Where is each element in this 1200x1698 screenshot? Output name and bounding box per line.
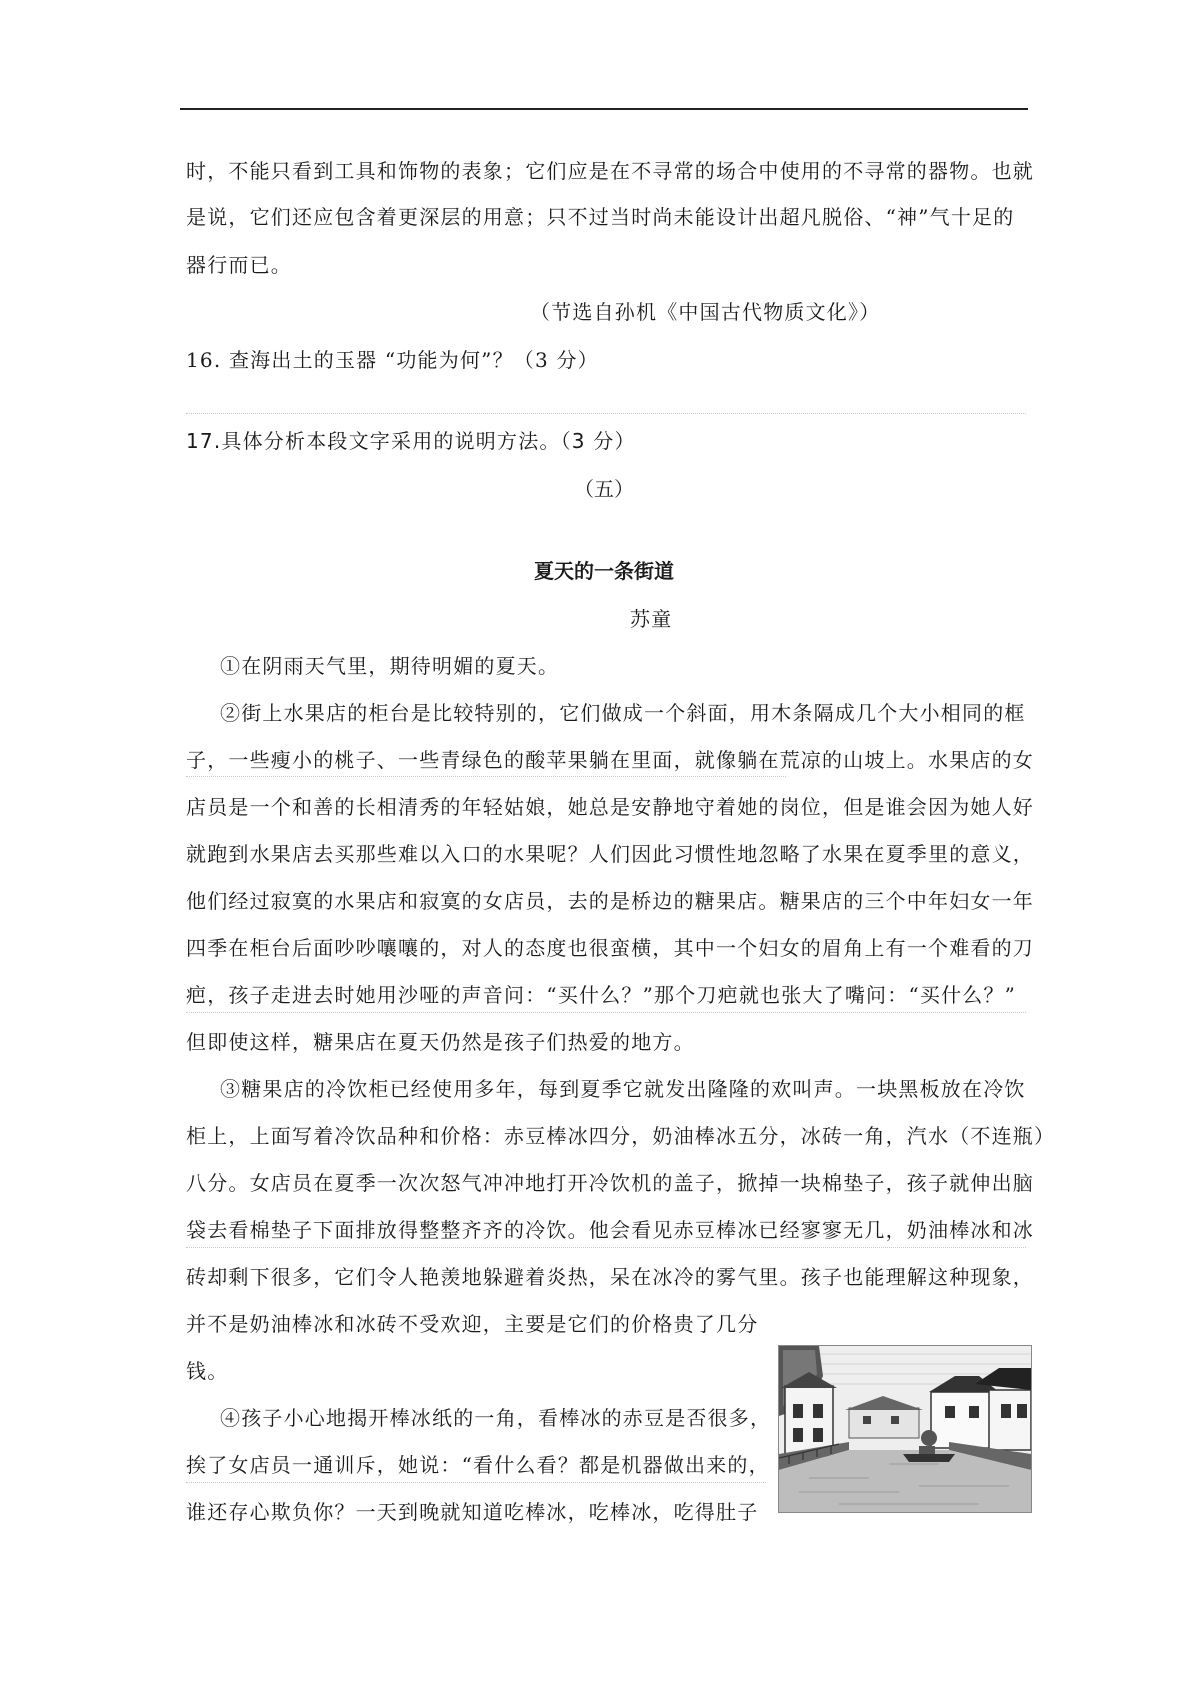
paragraph-2-line: 就跑到水果店去买那些难以入口的水果呢？人们因此习惯性地忽略了水果在夏季里的意义， (186, 842, 1034, 866)
underline (186, 1247, 1026, 1248)
paragraph-3-line: 砖却剩下很多，它们令人艳羡地躲避着炎热，呆在冰冷的雾气里。孩子也能理解这种现象， (186, 1265, 1034, 1289)
paragraph-2-line: 但即使这样，糖果店在夏天仍然是孩子们热爱的地方。 (186, 1030, 695, 1054)
section-number: （五） (574, 477, 634, 501)
article-title: 夏天的一条街道 (534, 559, 674, 583)
underline (186, 1012, 1026, 1013)
paragraph-1: ①在阴雨天气里，期待明媚的夏天。 (220, 654, 560, 678)
canal-town-illustration (778, 1345, 1032, 1513)
paragraph-2-line: 四季在柜台后面吵吵嚷嚷的，对人的态度也很蛮横，其中一个妇女的眉角上有一个难看的刀 (186, 936, 1034, 960)
underline (186, 1482, 766, 1483)
paragraph-3-line: 八分。女店员在夏季一次次怒气冲冲地打开冷饮机的盖子，掀掉一块棉垫子，孩子就伸出脑 (186, 1171, 1034, 1195)
prev-passage-line: 时，不能只看到工具和饰物的表象；它们应是在不寻常的场合中使用的不寻常的器物。也就 (186, 159, 1034, 183)
paragraph-4-line: 挨了女店员一通训斥，她说：“看什么看？都是机器做出来的， (186, 1453, 770, 1477)
paragraph-3-line: 袋去看棉垫子下面排放得整整齐齐的冷饮。他会看见赤豆棒冰已经寥寥无几，奶油棒冰和冰 (186, 1218, 1034, 1242)
paragraph-4-line: 谁还存心欺负你？一天到晚就知道吃棒冰，吃棒冰，吃得肚子 (186, 1500, 759, 1524)
underline (186, 776, 786, 777)
prev-passage-line: 器行而已。 (186, 253, 292, 277)
question-16: 16. 查海出土的玉器 “功能为何”？（3 分） (186, 348, 599, 372)
paragraph-2-line: 子，一些瘦小的桃子、一些青绿色的酸苹果躺在里面，就像躺在荒凉的山坡上。水果店的女 (186, 748, 1034, 772)
paragraph-2-line: ②街上水果店的柜台是比较特别的，它们做成一个斜面，用木条隔成几个大小相同的框 (220, 701, 1026, 725)
header-rule (180, 108, 1028, 110)
paragraph-2-line: 他们经过寂寞的水果店和寂寞的女店员，去的是桥边的糖果店。糖果店的三个中年妇女一年 (186, 889, 1034, 913)
paragraph-4-line: ④孩子小心地揭开棒冰纸的一角，看棒冰的赤豆是否很多， (220, 1406, 772, 1430)
paragraph-2-line: 疤，孩子走进去时她用沙哑的声音问：“买什么？”那个刀疤就也张大了嘴问：“买什么？” (186, 983, 1017, 1007)
paragraph-2-line: 店员是一个和善的长相清秀的年轻姑娘，她总是安静地守着她的岗位，但是谁会因为她人好 (186, 795, 1034, 819)
paragraph-3-line: ③糖果店的冷饮柜已经使用多年，每到夏季它就发出隆隆的欢叫声。一块黑板放在冷饮 (220, 1077, 1026, 1101)
answer-line (186, 413, 1026, 414)
question-17: 17.具体分析本段文字采用的说明方法。（3 分） (186, 429, 636, 453)
paragraph-3-line: 钱。 (186, 1359, 229, 1383)
paragraph-3-line: 柜上，上面写着冷饮品种和价格：赤豆棒冰四分，奶油棒冰五分，冰砖一角，汽水（不连瓶） (186, 1124, 1056, 1148)
source-citation: （节选自孙机《中国古代物质文化》） (530, 300, 881, 324)
article-author: 苏童 (630, 607, 673, 631)
prev-passage-line: 是说，它们还应包含着更深层的用意；只不过当时尚未能设计出超凡脱俗、“神”气十足的 (186, 205, 1015, 229)
canal-scene-icon (779, 1346, 1031, 1512)
paragraph-3-line: 并不是奶油棒冰和冰砖不受欢迎，主要是它们的价格贵了几分 (186, 1312, 759, 1336)
